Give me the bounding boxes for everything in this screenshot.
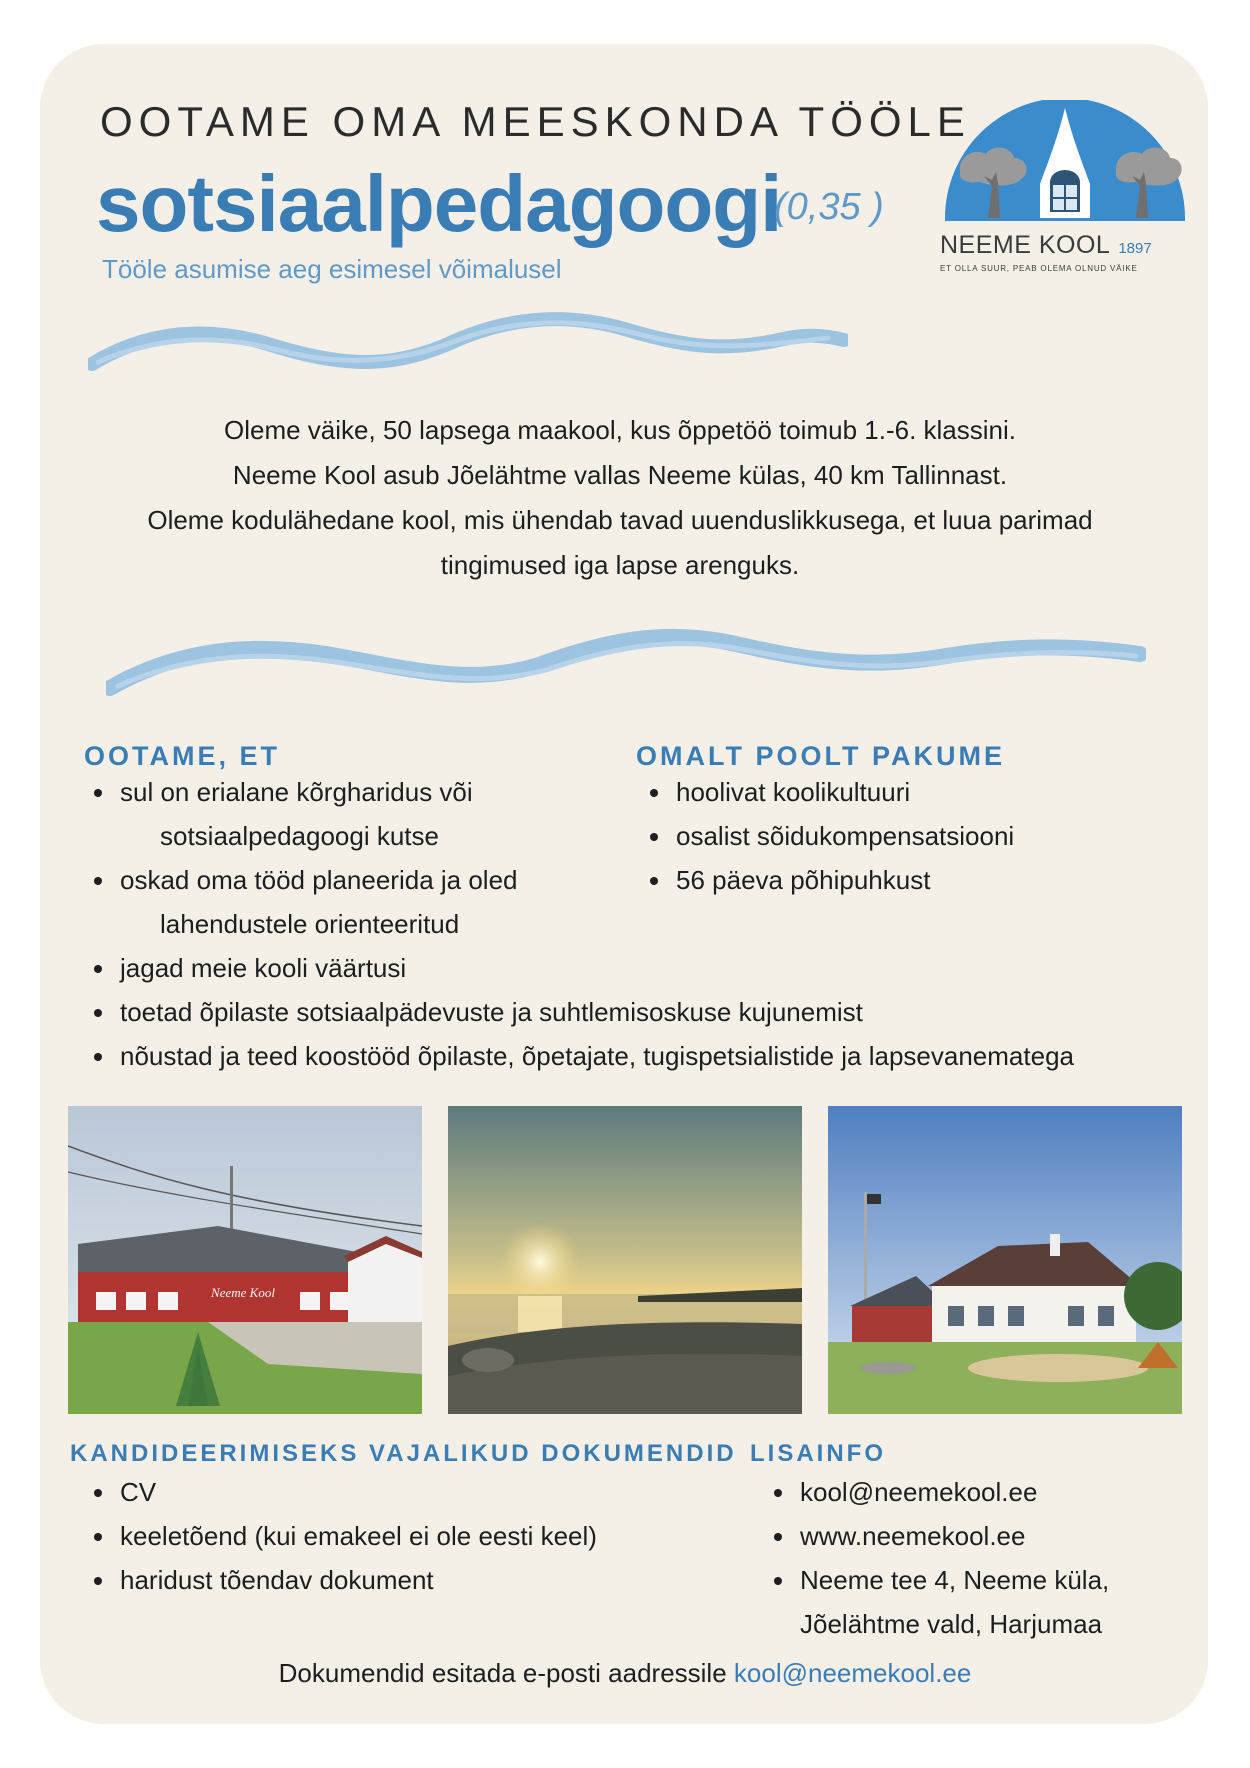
decorative-wave-middle [106,610,1146,710]
expect-item-text: sul on erialane kõrgharidus või [120,777,473,807]
list-item: hoolivat koolikultuuri [640,770,1014,814]
offer-list [640,770,1014,902]
footer-text: Dokumendid esitada e-posti aadressile [278,1658,727,1688]
address-line: Neeme tee 4, Neeme küla, [800,1565,1110,1595]
expect-item-text: oskad oma tööd planeerida ja oled [120,865,518,895]
address-line: Jõelähtme vald, Harjumaa [800,1609,1103,1639]
intro-line: Oleme kodulähedane kool, mis ühendab tavad uuenduslikkusega, et luua parimad [147,505,1093,535]
seaside-sunset-photo [448,1106,802,1414]
list-item: CV [84,1470,597,1514]
documents-heading: KANDIDEERIMISEKS VAJALIKUD DOKUMENDID [70,1440,737,1467]
kicker-heading: OOTAME OMA MEESKONDA TÖÖLE [100,98,971,145]
school-yard-photo [828,1106,1182,1414]
expect-item-continuation: lahendustele orienteeritud [160,909,460,939]
intro-text [80,408,1160,588]
list-item [84,946,1074,990]
website-link[interactable]: www.neemekool.ee [800,1521,1026,1551]
intro-line: Oleme väike, 50 lapsega maakool, kus õppetöö toimub 1.-6. klassini. [224,415,1016,445]
footer-note [0,1658,1250,1689]
logo-year: 1897 [1118,240,1152,257]
school-building-photo [68,1106,422,1414]
info-heading: LISAINFO [750,1440,886,1467]
list-item [84,990,1074,1034]
school-logo [940,100,1190,280]
list-item [764,1470,1109,1514]
start-date-note: Tööle asumise aeg esimesel võimalusel [102,254,562,284]
logo-name-text: NEEME KOOL [940,231,1111,259]
intro-line: Neeme Kool asub Jõelähtme vallas Neeme külas, 40 km Tallinnast. [232,460,1008,490]
list-item: osalist sõidukompensatsiooni [640,814,1014,858]
expect-item-text: jagad meie kooli väärtusi [120,953,407,983]
expect-heading: OOTAME, ET [84,741,280,771]
list-item: 56 päeva põhipuhkust [640,858,1014,902]
footer-email-link[interactable]: kool@neemekool.ee [733,1658,972,1688]
list-item [84,1034,1074,1078]
workload-label: (0,35 ) [774,186,884,228]
list-item [764,1514,1109,1558]
logo-school-name [940,231,1190,260]
documents-list [84,1470,597,1602]
expect-item-continuation: sotsiaalpedagoogi kutse [160,821,439,851]
expect-item-text: toetad õpilaste sotsiaalpädevuste ja suhtlemisoskuse kujunemist [120,997,863,1027]
intro-line: tingimused iga lapse arenguks. [440,550,800,580]
logo-motto: ET OLLA SUUR, PEAB OLEMA OLNUD VÄIKE [940,264,1138,273]
offer-heading: OMALT POOLT PAKUME [636,741,1005,771]
list-item: keeletõend (kui emakeel ei ole eesti keel) [84,1514,597,1558]
info-list [764,1470,1109,1646]
list-item [764,1558,1109,1646]
school-building-with-trees-icon [940,100,1190,228]
email-link[interactable]: kool@neemekool.ee [800,1477,1038,1507]
school-sign-text: Neeme Kool [211,1285,275,1300]
expect-item-text: nõustad ja teed koostööd õpilaste, õpetajate, tugispetsialistide ja lapsevanematega [120,1041,1074,1071]
list-item: haridust tõendav dokument [84,1558,597,1602]
job-title: sotsiaalpedagoogi [96,159,782,248]
decorative-wave-top [88,304,848,384]
